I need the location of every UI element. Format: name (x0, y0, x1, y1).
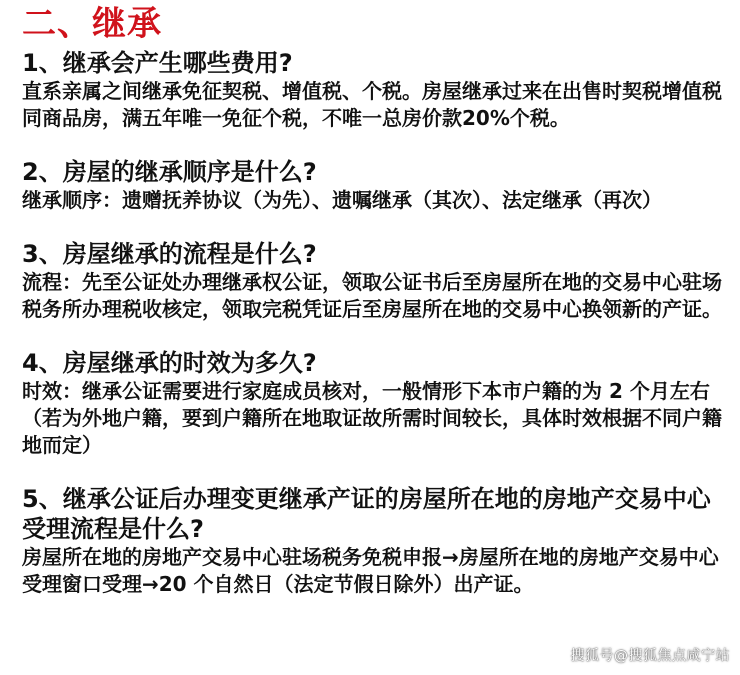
qa-item-5 (22, 484, 727, 598)
watermark-text: 搜狐号@搜狐焦点咸宁站 (570, 648, 730, 664)
document-page (22, 0, 727, 598)
question-3: 3、房屋继承的流程是什么? (22, 240, 317, 268)
spacer (22, 459, 727, 484)
answer-1: 直系亲属之间继承免征契税、增值税、个税。房屋继承过来在出售时契税增值税同商品房，满五年唯一免征个税，不唯一总房价款20%个税。 (22, 79, 722, 130)
qa-item-1 (22, 48, 727, 132)
answer-3: 流程：先至公证处办理继承权公证，领取公证书后至房屋所在地的交易中心驻场税务所办理税收核定，领取完税凭证后至房屋所在地的交易中心换领新的产证。 (22, 270, 722, 321)
qa-item-2 (22, 157, 727, 214)
answer-2: 继承顺序：遗赠抚养协议（为先）、遗嘱继承（其次）、法定继承（再次） (22, 188, 662, 212)
spacer (22, 132, 727, 157)
question-2: 2、房屋的继承顺序是什么? (22, 158, 317, 186)
answer-5: 房屋所在地的房地产交易中心驻场税务免税申报→房屋所在地的房地产交易中心受理窗口受理→20 个自然日（法定节假日除外）出产证。 (22, 545, 719, 596)
qa-item-3 (22, 239, 727, 323)
spacer (22, 323, 727, 348)
question-1: 1、继承会产生哪些费用? (22, 49, 293, 77)
question-5: 5、继承公证后办理变更继承产证的房屋所在地的房地产交易中心受理流程是什么? (22, 485, 711, 543)
section-title: 二、继承 (22, 4, 162, 44)
qa-item-4 (22, 348, 727, 459)
question-4: 4、房屋继承的时效为多久? (22, 349, 317, 377)
answer-4: 时效：继承公证需要进行家庭成员核对，一般情形下本市户籍的为 2 个月左右（若为外地户籍，要到户籍所在地取证故所需时间较长，具体时效根据不同户籍地而定） (22, 379, 722, 457)
spacer (22, 214, 727, 239)
